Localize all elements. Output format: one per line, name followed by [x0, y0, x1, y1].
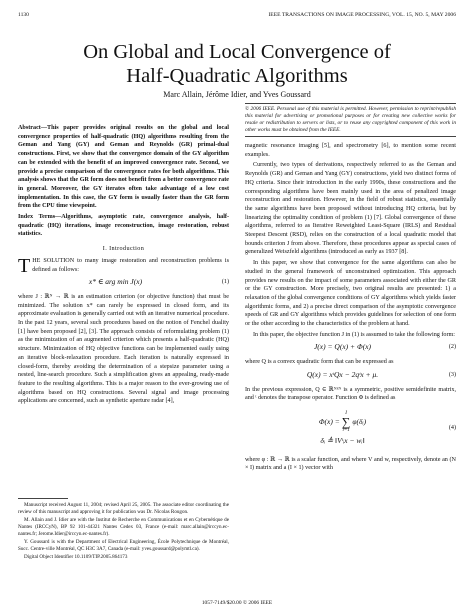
equation-4-norm: ‖Vᵗᵢx − wᵢ‖: [335, 435, 365, 445]
equation-4-term: φ(δᵢ): [352, 416, 367, 426]
equation-4: [245, 407, 456, 450]
equation-2-body: J(x) = Q(x) + Φ(x): [313, 342, 372, 352]
equation-1-number: (1): [221, 279, 229, 286]
left-column: [18, 124, 229, 408]
footnotes: [18, 498, 229, 562]
intro-paragraph: [18, 254, 229, 277]
right-paragraph-4: In this paper, the objective function J in (1) is assumed to take the following form:: [253, 331, 456, 338]
equation-1-body: x* ∈ arg min J(x): [88, 277, 143, 287]
copyright-notice: © 2006 IEEE. Personal use of this material is permitted. However, permission to reprint/republish this material for advertising or promotional purposes or for creating new collective works for resale or redistribution to servers or lists, or to reuse any copyrighted component of this work in other works must be obtained from the IEEE.: [245, 103, 456, 137]
intro-text: HE SOLUTION to many image restoration and reconstruction problems is defined as follows:: [32, 257, 229, 273]
equation-2-number: (2): [448, 344, 456, 351]
right-paragraph-3: In this paper, we show that convergence for the same algorithms can also be studied in the general framework of unconstrained optimization. This approach provides new results on the impact of some parameters associated with either the GR or the GY construction. More precisely, two original results are presented: 1) a relaxation of the global convergence conditions of GY algorithms which yields faster algorithmic forms, and 2) a precise direct comparison of the asymptotic convergence speeds of GR and GY algorithms which provides guidelines for selection of one form or the other according to the characteristics of the problem at hand.: [245, 260, 456, 328]
equation-4-line-2: [245, 437, 440, 446]
equation-4-body: [245, 407, 440, 450]
page-number: 1130: [18, 12, 29, 18]
journal-name: IEEE TRANSACTIONS ON IMAGE PROCESSING, VOL. 15, NO. 5, MAY 2006: [268, 12, 456, 18]
abstract: Abstract—This paper provides original results on the global and local convergence properties of half-quadratic (HQ) algorithms resulting from the Geman and Yang (GY) and Geman and Reynolds (GR) primal-dual constructions. First, we show that the convergence domain of the GY algorithm can be extended with the benefit of an improved convergence rate. Second, we provide a precise comparison of the convergence rates for both algorithms. This analysis shows that the GR form does not benefit from a better convergence rate in general. Moreover, the GY iterates often take advantage of a low cost implementation. In this case, the GY form is usually faster than the GR form from the CPU time viewpoint.: [18, 125, 229, 210]
right-paragraph-7: where φ : ℝ → ℝ is a scalar function, and where V and w, respectively, denote an (N × I) matrix and a (I × 1) vector with: [245, 456, 456, 472]
equation-4-delta: δᵢ: [320, 435, 326, 445]
equation-4-defeq: ≜: [325, 435, 336, 445]
running-header: [18, 12, 456, 22]
equation-1: [18, 278, 229, 287]
intro-paragraph-2: where J : ℝᴺ → ℝ is an estimation criterion (or objective function) that must be minimized. The solution x* can rarely be expressed in closed form, and its approximate evaluation is generally carried out with an iterative numerical procedure. In the past 12 years, several such procedures based on the notion of Fenchel duality [1] have been proposed [2], [3]. The approach consists of reformulating problem (1) as the minimization of an augmented criterion which presents a half-quadratic (HQ) structure. Minimization of HQ objective functions can be implemented easily using an iterative block-relaxation procedure. Each iteration is naturally expressed in closed-form, thereby avoiding the determination of a stepsize parameter using a nested, line-search procedure. Such a simplification gives an appealing, ready-made feature to the resulting algorithms. This is a major reason to the ever-growing use of algorithms based on HQ constructions. Several signal and image processing applications are concerned, such as synthetic aperture radar [4],: [18, 293, 229, 405]
equation-4-lhs: Φ(x) =: [318, 416, 340, 426]
index-terms: Index Terms—Algorithms, asymptotic rate, convergence analysis, half-quadratic (HQ) iterations, image reconstruction, image restoration, robust statistics.: [18, 214, 229, 238]
equation-3-number: (3): [448, 371, 456, 378]
title-line-1: On Global and Local Convergence of: [83, 41, 391, 63]
footnote-allain-idier: M. Allain and J. Idier are with the Institut de Recherche en Communications et en Cybernétique de Nantes (IRCCyN), BP 92 101-44321 Nantes Cedex 03, France (e-mail: marc.allain@irccyn.ec-nantes.fr; Jerome.Idier@irccyn.ec-nantes.fr).: [18, 517, 229, 537]
footnote-manuscript: Manuscript received August 11, 2004; revised April 25, 2005. The associate editor coordinating the review of this manuscript and approving it for publication was Dr. Nicolas Rougon.: [18, 502, 229, 515]
right-paragraph-2: Currently, two types of derivations, respectively referred to as the Geman and Reynolds (GR) and Geman and Yang (GY) constructions, yield two distinct forms of HQ criteria. Since their introduction in the early 1990s, these constructions and the corresponding algorithms have been mainly used in the area of penalized image reconstruction and restoration. However, in the field of robust statistics, essentially the same algorithms have been proposed without introducing HQ criteria, but by linearizing the optimality condition of problem (1) [7]. Global convergence of these algorithms, referred to as Iterative Reweighted Least-Square (IRLS) and Residual Steepest Descent (RSD), relies on the construction of a local quadratic model that bounds criterion J from above. Therefore, these procedures appear as special cases of generalized Weiszfeld algorithms (introduced as early as 1937 [8].: [245, 162, 456, 256]
right-paragraph-6: In the previous expression, Q ∈ ℝᴺˣᴺ is a symmetric, positive semidefinite matrix, and ᵗ denotes the transpose operator. Function Φ is defined as: [245, 386, 456, 402]
footnote-doi: Digital Object Identifier 10.1109/TIP.2005.864173: [24, 554, 128, 560]
summation-lower: i=1: [342, 427, 350, 433]
page-footer: 1057-7149/$20.00 © 2006 IEEE: [201, 600, 273, 606]
equation-3-body: Q(x) = xᵗQx − 2qᵗx + μ.: [306, 369, 379, 379]
drop-cap: T: [18, 254, 31, 277]
summation-upper: I: [345, 410, 347, 416]
footnote-rule: [18, 498, 68, 499]
equation-3: [245, 371, 456, 380]
sigma-glyph: ∑: [341, 414, 351, 429]
summation-symbol: [342, 411, 351, 433]
equation-4-number: (4): [448, 424, 456, 431]
right-paragraph-5: where Q is a convex quadratic form that can be expressed as: [245, 359, 394, 366]
footnote-goussard: Y. Goussard is with the Department of Electrical Engineering, École Polytechnique de Montréal, Succ. Centre-ville Montréal, QC H3C 3A7, Canada (e-mail: yves.goussard@polymtl.ca).: [18, 539, 229, 552]
section-heading-introduction: I. Introduction: [102, 246, 145, 253]
right-paragraph-1: magnetic resonance imaging [5], and spectrometry [6], to mention some recent examples.: [245, 143, 456, 158]
equation-2: [245, 343, 456, 352]
author-list: Marc Allain, Jérôme Idier, and Yves Goussard: [163, 90, 311, 99]
title-line-2: Half-Quadratic Algorithms: [126, 65, 348, 87]
right-column: [245, 100, 456, 475]
equation-4-line-1: [245, 411, 440, 433]
paper-title: [18, 40, 456, 88]
